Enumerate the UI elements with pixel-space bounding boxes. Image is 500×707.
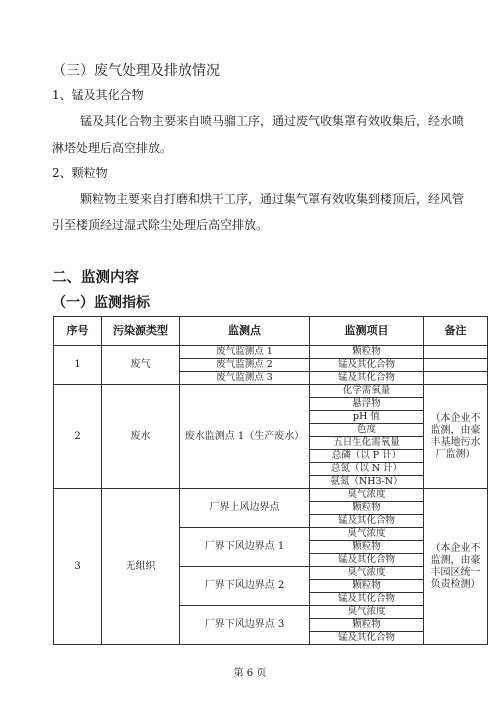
- group3-p4-item-2: 颗粒物: [310, 619, 424, 632]
- group2-note: （本企业不监测，由豪丰基地污水厂监测）: [424, 385, 488, 489]
- group1-item-1: 颗粒物: [310, 346, 424, 359]
- group3-type: 无组织: [102, 489, 180, 645]
- header-note: 备注: [424, 317, 488, 346]
- group3-p1-item-1: 臭气浓度: [310, 489, 424, 502]
- group1-note-2: [424, 359, 488, 372]
- group1-point-1: 废气监测点 1: [180, 346, 310, 359]
- item1-title: 1、锰及其化合物: [52, 88, 144, 102]
- monitoring-heading: 二、监测内容: [52, 270, 139, 286]
- header-type: 污染源类型: [102, 317, 180, 346]
- header-no: 序号: [54, 317, 102, 346]
- group1-item-2: 锰及其化合物: [310, 359, 424, 372]
- group1-no: 1: [54, 346, 102, 385]
- group3-p4-item-1: 臭气浓度: [310, 606, 424, 619]
- item2-title: 2、颗粒物: [52, 166, 108, 180]
- group1-item-3: 锰及其化合物: [310, 372, 424, 385]
- group2-item-7: 总氮（以 N 计）: [310, 463, 424, 476]
- group1-point-2: 废气监测点 2: [180, 359, 310, 372]
- group2-item-8: 氨氮（NH3-N）: [310, 476, 424, 489]
- item2-line-1: 颗粒物主要来自打磨和烘干工序，通过集气罩有效收集到楼顶后，经风管: [80, 192, 465, 206]
- monitoring-table: [53, 316, 488, 645]
- group3-p3-item-1: 臭气浓度: [310, 567, 424, 580]
- group2-item-4: 色度: [310, 424, 424, 437]
- group3-p2-item-2: 颗粒物: [310, 541, 424, 554]
- group2-point: 废水监测点 1（生产废水）: [180, 385, 310, 489]
- group3-p1-item-3: 锰及其化合物: [310, 515, 424, 528]
- waste-gas-heading: （三）废气处理及排放情况: [52, 63, 220, 79]
- group2-item-1: 化学需氧量: [310, 385, 424, 398]
- group2-item-5: 五日生化需氧量: [310, 437, 424, 450]
- group1-note-1: [424, 346, 488, 359]
- group3-p2-item-3: 锰及其化合物: [310, 554, 424, 567]
- group1-type: 废气: [102, 346, 180, 385]
- item2-line-2: 引至楼顶经过湿式除尘处理后高空排放。: [52, 218, 269, 232]
- group3-p1-item-2: 颗粒物: [310, 502, 424, 515]
- table-row: [54, 385, 488, 398]
- group2-no: 2: [54, 385, 102, 489]
- group3-p4-item-3: 锰及其化合物: [310, 632, 424, 645]
- item1-line-1: 锰及其化合物主要来自喷马骝工序，通过废气收集罩有效收集后，经水喷: [80, 114, 465, 128]
- group3-point-4: 厂界下风边界点 3: [180, 606, 310, 645]
- page-number: 第 6 页: [233, 668, 267, 679]
- table-row: [54, 346, 488, 359]
- group3-point-3: 厂界下风边界点 2: [180, 567, 310, 606]
- group2-item-2: 悬浮物: [310, 398, 424, 411]
- group3-no: 3: [54, 489, 102, 645]
- group3-p2-item-1: 臭气浓度: [310, 528, 424, 541]
- group3-note: （本企业不监测，由豪丰园区统一负责检测）: [424, 489, 488, 645]
- group2-item-3: pH 值: [310, 411, 424, 424]
- header-point: 监测点: [180, 317, 310, 346]
- group2-item-6: 总磷（以 P 计）: [310, 450, 424, 463]
- group2-type: 废水: [102, 385, 180, 489]
- group1-point-3: 废气监测点 3: [180, 372, 310, 385]
- group3-point-1: 厂界上风边界点: [180, 489, 310, 528]
- monitoring-subheading: （一）监测指标: [52, 295, 150, 311]
- header-item: 监测项目: [310, 317, 424, 346]
- table-row: [54, 489, 488, 502]
- table-header-row: [54, 317, 488, 346]
- group3-p3-item-3: 锰及其化合物: [310, 593, 424, 606]
- item1-line-2: 淋塔处理后高空排放。: [52, 141, 173, 155]
- group3-point-2: 厂界下风边界点 1: [180, 528, 310, 567]
- group1-note-3: [424, 372, 488, 385]
- group3-p3-item-2: 颗粒物: [310, 580, 424, 593]
